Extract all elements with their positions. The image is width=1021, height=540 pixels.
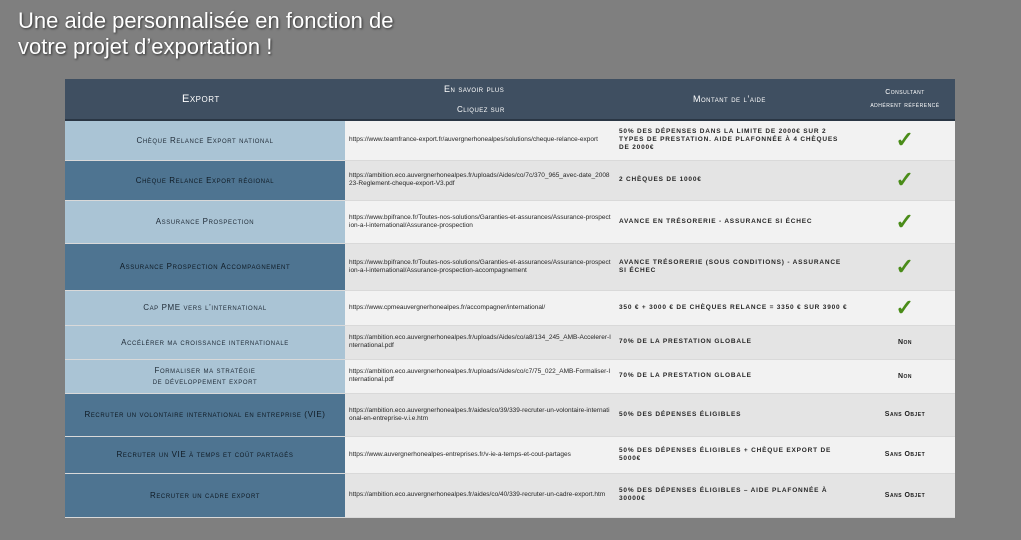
- consultant-status: Non: [855, 359, 955, 393]
- aid-amount: 70% DE LA PRESTATION GLOBALE: [615, 325, 855, 359]
- header-more-info: [345, 79, 615, 120]
- header-more-info-line-1: En savoir plus: [444, 84, 505, 94]
- aid-name: [65, 290, 345, 325]
- info-link[interactable]: https://ambition.eco.auvergnerhonealpes.fr/aides/co/40/339-recruter-un-cadre-export.htm: [345, 473, 615, 517]
- consultant-status: Sans Objet: [855, 473, 955, 517]
- aid-name-text: Chèque Relance Export national: [136, 135, 274, 145]
- aid-amount: AVANCE EN TRÉSORERIE - ASSURANCE SI ÉCHEC: [615, 200, 855, 243]
- consultant-status: [855, 243, 955, 290]
- aid-name-text: Cap PME vers l’international: [143, 303, 267, 312]
- table-row: [65, 160, 955, 200]
- checkmark-icon: ✓: [895, 167, 915, 192]
- aid-name: [65, 325, 345, 359]
- checkmark-icon: ✓: [895, 294, 915, 320]
- info-link[interactable]: https://ambition.eco.auvergnerhonealpes.fr/uploads/Aides/co/c7/75_022_AMB-Formaliser-International.pdf: [345, 359, 615, 393]
- header-export: Export: [65, 79, 345, 120]
- aid-amount: AVANCE TRÉSORERIE (SOUS CONDITIONS) - ASSURANCE SI ÉCHEC: [615, 243, 855, 290]
- aid-name: [65, 120, 345, 160]
- aid-name-text: Assurance Prospection: [155, 217, 255, 226]
- aid-name-text: Accélérer ma croissance internationale: [121, 337, 289, 347]
- info-link[interactable]: https://www.cpmeauvergnerhonealpes.fr/accompagner/international/: [345, 290, 615, 325]
- table-row: [65, 359, 955, 393]
- header-consultant-line-1: Consultant: [885, 89, 925, 96]
- aid-name-text: Formaliser ma stratégie: [154, 366, 256, 375]
- aid-name: [65, 359, 345, 393]
- aid-name-text: Assurance Prospection Accompagnement: [119, 262, 291, 271]
- info-link[interactable]: https://www.teamfrance-export.fr/auvergnerhonealpes/solutions/cheque-relance-export: [345, 120, 615, 160]
- checkmark-icon: ✓: [895, 127, 915, 153]
- info-link[interactable]: https://www.bpifrance.fr/Toutes-nos-solutions/Garanties-et-assurances/Assurance-prospection-a-l-international/Assurance-prospection-accompagnement: [345, 243, 615, 290]
- info-link[interactable]: https://ambition.eco.auvergnerhonealpes.fr/uploads/Aides/co/7c/370_965_avec-date_200823-Reglement-cheque-export-V3.pdf: [345, 160, 615, 200]
- info-link[interactable]: https://ambition.eco.auvergnerhonealpes.fr/aides/co/39/339-recruter-un-volontaire-international-en-entreprise-v.i.e.htm: [345, 393, 615, 436]
- checkmark-icon: ✓: [895, 253, 915, 279]
- aid-name-text: Chèque Relance Export régional: [135, 175, 275, 185]
- aid-name: [65, 200, 345, 243]
- table-row: [65, 436, 955, 473]
- consultant-status: Sans Objet: [855, 393, 955, 436]
- aid-name: [65, 243, 345, 290]
- consultant-status: [855, 200, 955, 243]
- aid-name: [65, 393, 345, 436]
- consultant-status: Sans Objet: [855, 436, 955, 473]
- aid-name-text-2: de développement export: [152, 377, 258, 386]
- checkmark-icon: ✓: [895, 208, 915, 234]
- table-header-row: [65, 79, 955, 120]
- aid-name-text: Recruter un cadre export: [149, 490, 261, 500]
- aid-amount: 50% DES DÉPENSES ÉLIGIBLES – AIDE PLAFONNÉE À 30000€: [615, 473, 855, 517]
- aid-amount: 2 CHÈQUES DE 1000€: [615, 160, 855, 200]
- aid-name-text: Recruter un volontaire international en entreprise (VIE): [84, 410, 326, 419]
- consultant-status: [855, 290, 955, 325]
- header-consultant-line-2: adhérent référencé: [870, 102, 940, 109]
- table-row: [65, 120, 955, 160]
- consultant-status: Non: [855, 325, 955, 359]
- page-title: [18, 8, 394, 60]
- aid-name: [65, 160, 345, 200]
- table-row: [65, 473, 955, 517]
- aid-amount: 50% DES DÉPENSES ÉLIGIBLES: [615, 393, 855, 436]
- header-more-info-line-2: Cliquez sur: [457, 105, 505, 114]
- consultant-status: [855, 120, 955, 160]
- aid-amount: 50% DES DÉPENSES DANS LA LIMITE DE 2000€ SUR 2 TYPES DE PRESTATION. AIDE PLAFONNÉE À 4 CHÈQUES DE 2000€: [615, 120, 855, 160]
- table-row: [65, 243, 955, 290]
- aid-amount: 350 € + 3000 € DE CHÈQUES RELANCE = 3350 € SUR 3900 €: [615, 290, 855, 325]
- table-row: [65, 393, 955, 436]
- aid-name: [65, 436, 345, 473]
- table-row: [65, 200, 955, 243]
- header-consultant: [855, 79, 955, 120]
- consultant-status: [855, 160, 955, 200]
- info-link[interactable]: https://www.auvergnerhonealpes-entreprises.fr/v-ie-a-temps-et-cout-partages: [345, 436, 615, 473]
- title-line-2: votre projet d’exportation !: [18, 34, 273, 59]
- aid-name: [65, 473, 345, 517]
- table-row: [65, 325, 955, 359]
- aid-amount: 50% DES DÉPENSES ÉLIGIBLES + CHÈQUE EXPORT DE 5000€: [615, 436, 855, 473]
- info-link[interactable]: https://ambition.eco.auvergnerhonealpes.fr/uploads/Aides/co/a8/134_245_AMB-Accelerer-International.pdf: [345, 325, 615, 359]
- export-aid-table: [65, 79, 955, 518]
- table-row: [65, 290, 955, 325]
- info-link[interactable]: https://www.bpifrance.fr/Toutes-nos-solutions/Garanties-et-assurances/Assurance-prospection-a-l-international/Assurance-prospection: [345, 200, 615, 243]
- header-amount: Montant de l’aide: [615, 79, 855, 120]
- aid-amount: 70% DE LA PRESTATION GLOBALE: [615, 359, 855, 393]
- aid-name-text: Recruter un VIE à temps et coût partagés: [116, 450, 294, 459]
- title-line-1: Une aide personnalisée en fonction de: [18, 8, 394, 33]
